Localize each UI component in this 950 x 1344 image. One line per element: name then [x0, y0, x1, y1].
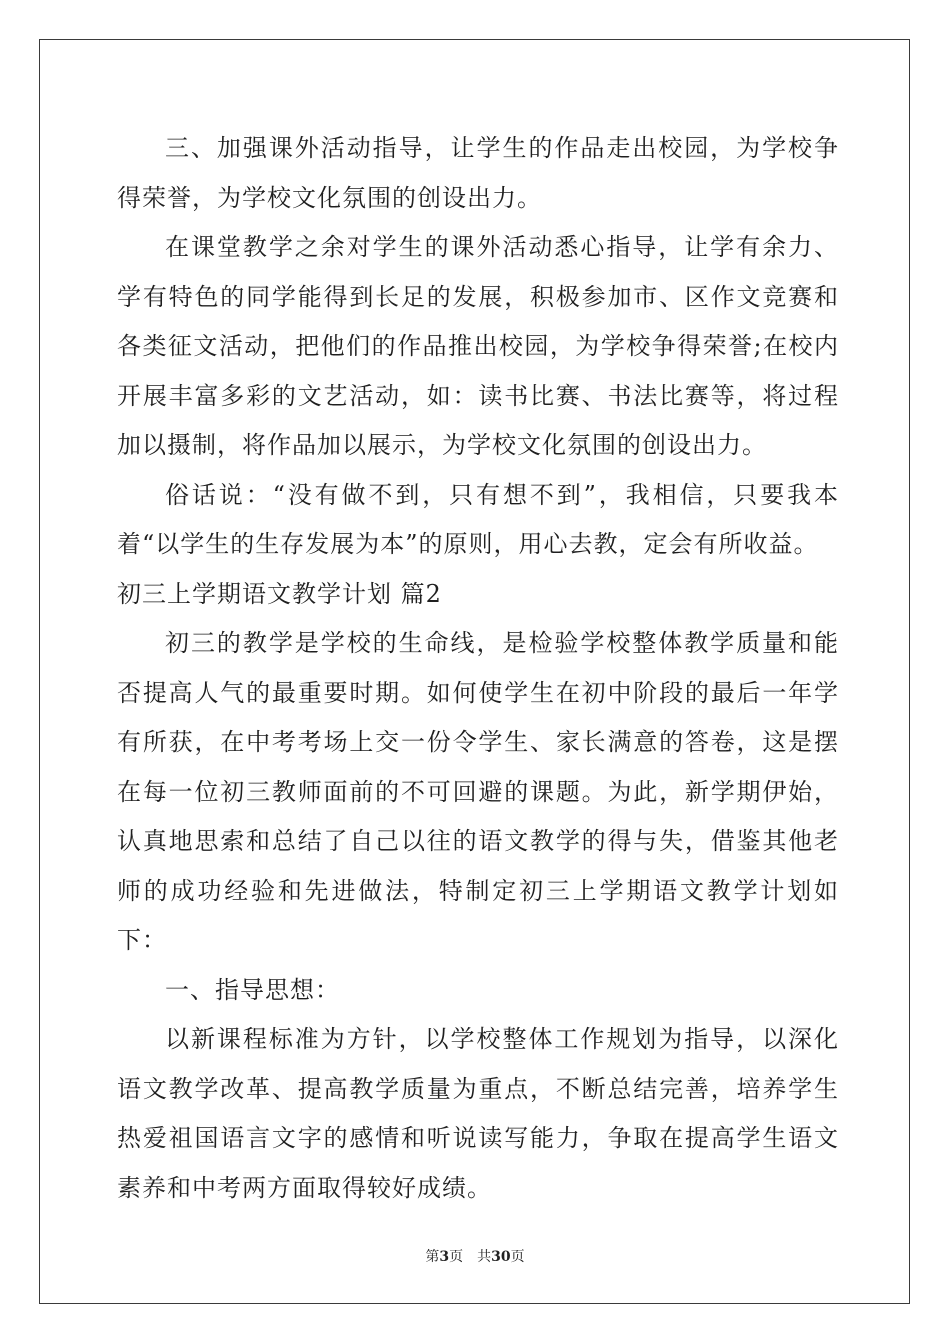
footer-suffix: 页 [510, 1249, 525, 1265]
footer-middle: 页 共 [449, 1249, 492, 1265]
paragraph: 以新课程标准为方针，以学校整体工作规划为指导，以深化语文教学改革、提高教学质量为重点，不断总结完善，培养学生热爱祖国语言文字的感情和听说读写能力，争取在提高学生语文素养和中考两方面取得较好成绩。 [117, 1025, 839, 1202]
current-page-number: 3 [439, 1249, 450, 1265]
document-body [117, 124, 839, 1213]
total-page-number: 30 [491, 1249, 511, 1265]
paragraph: 三、加强课外活动指导，让学生的作品走出校园，为学校争得荣誉，为学校文化氛围的创设出力。 [117, 134, 839, 212]
section-heading: 初三上学期语文教学计划 篇2 [117, 579, 442, 608]
page-footer [0, 1246, 950, 1266]
paragraph: 初三的教学是学校的生命线，是检验学校整体教学质量和能否提高人气的最重要时期。如何使学生在初中阶段的最后一年学有所获，在中考考场上交一份令学生、家长满意的答卷，这是摆在每一位初三教师面前的不可回避的课题。为此，新学期伊始，认真地思索和总结了自己以往的语文教学的得与失，借鉴其他老师的成功经验和先进做法，特制定初三上学期语文教学计划如下： [117, 629, 839, 954]
paragraph: 俗话说：“没有做不到，只有想不到”，我相信，只要我本着“以学生的生存发展为本”的原则，用心去教，定会有所收益。 [117, 480, 839, 558]
paragraph: 在课堂教学之余对学生的课外活动悉心指导，让学有余力、学有特色的同学能得到长足的发展，积极参加市、区作文竞赛和各类征文活动，把他们的作品推出校园，为学校争得荣誉;在校内开展丰富多彩的文艺活动，如：读书比赛、书法比赛等，将过程加以摄制，将作品加以展示，为学校文化氛围的创设出力。 [117, 233, 839, 459]
paragraph: 一、指导思想： [165, 975, 340, 1004]
footer-prefix: 第 [425, 1249, 440, 1265]
